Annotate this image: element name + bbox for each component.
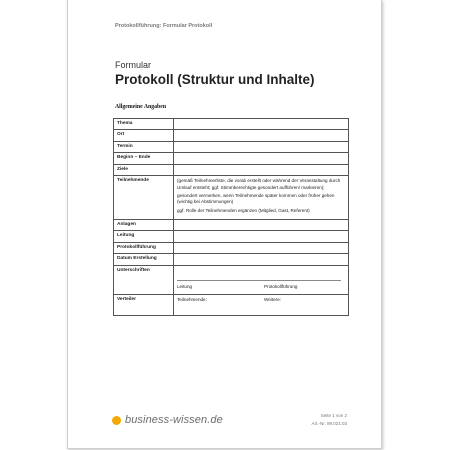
teilnehmende-note: ggf. Rolle der Teilnehmenden ergänzen (Mitglied, Gast, Referent) [177, 208, 310, 214]
label-protokollfuehrung: Protokollführung [114, 242, 174, 253]
field-termin[interactable] [174, 141, 349, 152]
field-beginn-ende[interactable] [174, 153, 349, 164]
footer-meta [311, 412, 347, 427]
field-leitung[interactable] [174, 231, 349, 242]
signature-label-protokollfuehrung: Protokollführung [264, 283, 298, 289]
table-row [114, 130, 349, 141]
field-thema[interactable] [174, 119, 349, 130]
field-teilnehmende[interactable] [174, 176, 349, 219]
label-ort: Ort [114, 130, 174, 141]
signature-line [177, 280, 341, 281]
table-row [114, 153, 349, 164]
table-row [114, 294, 349, 315]
brand-logo[interactable] [112, 414, 223, 426]
label-termin: Termin [114, 141, 174, 152]
label-unterschriften: Unterschriften [114, 265, 174, 294]
table-row [114, 141, 349, 152]
document-subtitle: Formular [115, 60, 152, 70]
table-row [114, 231, 349, 242]
table-row [114, 176, 349, 219]
table-row [114, 164, 349, 175]
protocol-form-table [113, 118, 349, 316]
page-header: Protokollführung: Formular Protokoll [115, 23, 213, 29]
verteiler-label-teilnehmende: Teilnehmende: [177, 296, 207, 302]
document-title: Protokoll (Struktur und Inhalte) [115, 72, 315, 87]
field-datum-erstellung[interactable] [174, 254, 349, 265]
verteiler-area [177, 297, 345, 313]
label-datum-erstellung: Datum Erstellung [114, 254, 174, 265]
label-teilnehmende: Teilnehmende [114, 176, 174, 219]
article-number: Art.-Nr. 99.021.03 [311, 420, 347, 426]
teilnehmende-note: gesondert vermerken, wenn Teilnehmende später kommen oder früher gehen (wichtig bei Abstimmungen) [177, 193, 335, 205]
signature-label-leitung: Leitung [177, 283, 193, 289]
table-row [114, 219, 349, 230]
logo-text: business-wissen.de [125, 414, 223, 426]
field-anlagen[interactable] [174, 219, 349, 230]
table-row [114, 242, 349, 253]
verteiler-label-weitere: Weitere: [264, 296, 282, 302]
teilnehmende-note: (gemäß Teilnehmerliste, die vorab erstellt oder während der Veranstaltung durch Umlauf entsteht; ggf. Stimmberechtigte gesondert aufführen/ markieren); [177, 178, 341, 190]
label-leitung: Leitung [114, 231, 174, 242]
page-number: Seite 1 von 2 [320, 413, 347, 418]
label-thema: Thema [114, 119, 174, 130]
field-unterschriften[interactable] [174, 265, 349, 294]
section-title: Allgemeine Angaben [115, 104, 167, 110]
field-verteiler[interactable] [174, 294, 349, 315]
label-ziele: Ziele [114, 164, 174, 175]
table-row [114, 119, 349, 130]
field-ziele[interactable] [174, 164, 349, 175]
table-row [114, 265, 349, 294]
signature-area [177, 268, 345, 292]
label-beginn-ende: Beginn – Ende [114, 153, 174, 164]
label-anlagen: Anlagen [114, 219, 174, 230]
label-verteiler: Verteiler [114, 294, 174, 315]
logo-dot-icon [112, 416, 121, 425]
field-protokollfuehrung[interactable] [174, 242, 349, 253]
field-ort[interactable] [174, 130, 349, 141]
table-row [114, 254, 349, 265]
document-page [67, 0, 382, 449]
